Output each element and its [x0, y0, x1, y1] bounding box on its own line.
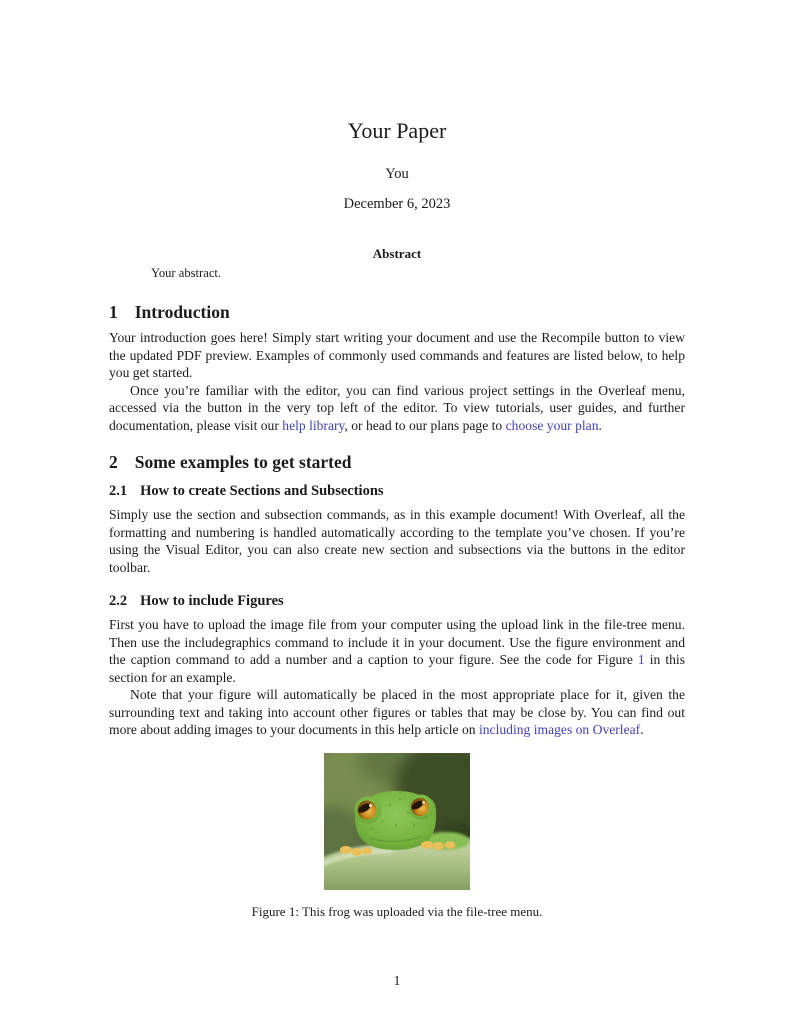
- paragraph-text: First you have to upload the image file from your computer using the upload link in the file-tree menu. Then use the includegraphics command to include it in your document. Use the figure environment and the caption command to add a number and a caption to your figure. See the code for Figure: [109, 617, 685, 667]
- page-number: 1: [393, 973, 401, 988]
- section-1-number: 1: [109, 302, 118, 322]
- section-1-title: Introduction: [134, 302, 230, 322]
- section-2-title: Some examples to get started: [134, 452, 352, 472]
- subsection-2-1-heading: [109, 482, 685, 500]
- paragraph-text: , or head to our plans page to: [344, 417, 506, 433]
- abstract-text: Your abstract.: [151, 266, 222, 280]
- section-2-number: 2: [109, 452, 118, 472]
- subsection-2-2-number: 2.2: [109, 593, 128, 609]
- figures-paragraph-1: [109, 616, 685, 686]
- choose-your-plan-link[interactable]: choose your plan: [505, 417, 599, 433]
- paragraph-text: .: [640, 722, 644, 737]
- paragraph-text: .: [598, 417, 602, 433]
- paper-title: Your Paper: [347, 118, 447, 143]
- paper-author: You: [385, 166, 409, 182]
- subsection-2-2-heading: [109, 592, 685, 610]
- subsection-2-1-number: 2.1: [109, 483, 128, 499]
- including-images-link[interactable]: including images on Overleaf: [478, 722, 641, 737]
- figures-paragraph-2: [109, 686, 685, 739]
- subsection-2-1-title: How to create Sections and Subsections: [140, 483, 384, 499]
- paper-date: December 6, 2023: [343, 196, 451, 212]
- figure-caption: Figure 1: This frog was uploaded via the file-tree menu.: [251, 903, 543, 919]
- figure-1: [109, 753, 685, 920]
- figure-1-ref-link[interactable]: 1: [637, 652, 645, 667]
- section-2-heading: [109, 452, 685, 473]
- subsection-2-1-paragraph: Simply use the section and subsection commands, as in this example document! With Overleaf, all the formatting and numbering is handled automatically according to the template you’ve chosen. If you’re using the Visual Editor, you can also create new section and subsections via the buttons in the editor toolbar.: [109, 507, 685, 575]
- abstract-heading: Abstract: [372, 246, 422, 261]
- intro-paragraph-2: [109, 382, 685, 435]
- paragraph-text: Note that your figure will automatically be placed in the most appropriate place for it, given the surrounding text and taking into account other figures or tables that may be close by. You can find out more about adding images to your documents in this help article on: [109, 687, 685, 737]
- help-library-link[interactable]: help library: [282, 417, 345, 433]
- subsection-2-2-title: How to include Figures: [140, 593, 284, 609]
- intro-paragraph-1: Your introduction goes here! Simply start writing your document and use the Recompile button to view the updated PDF preview. Examples of commonly used commands and features are listed below, to help you get started.: [109, 330, 685, 380]
- paragraph-text: in this section for an example.: [109, 652, 685, 685]
- section-1-heading: [109, 302, 685, 323]
- frog-image: [324, 753, 470, 890]
- paragraph-text: Once you’re familiar with the editor, you can find various project settings in the Overleaf menu, accessed via the button in the very top left of the editor. To view tutorials, user guides, and further documentation, please visit our: [109, 382, 685, 433]
